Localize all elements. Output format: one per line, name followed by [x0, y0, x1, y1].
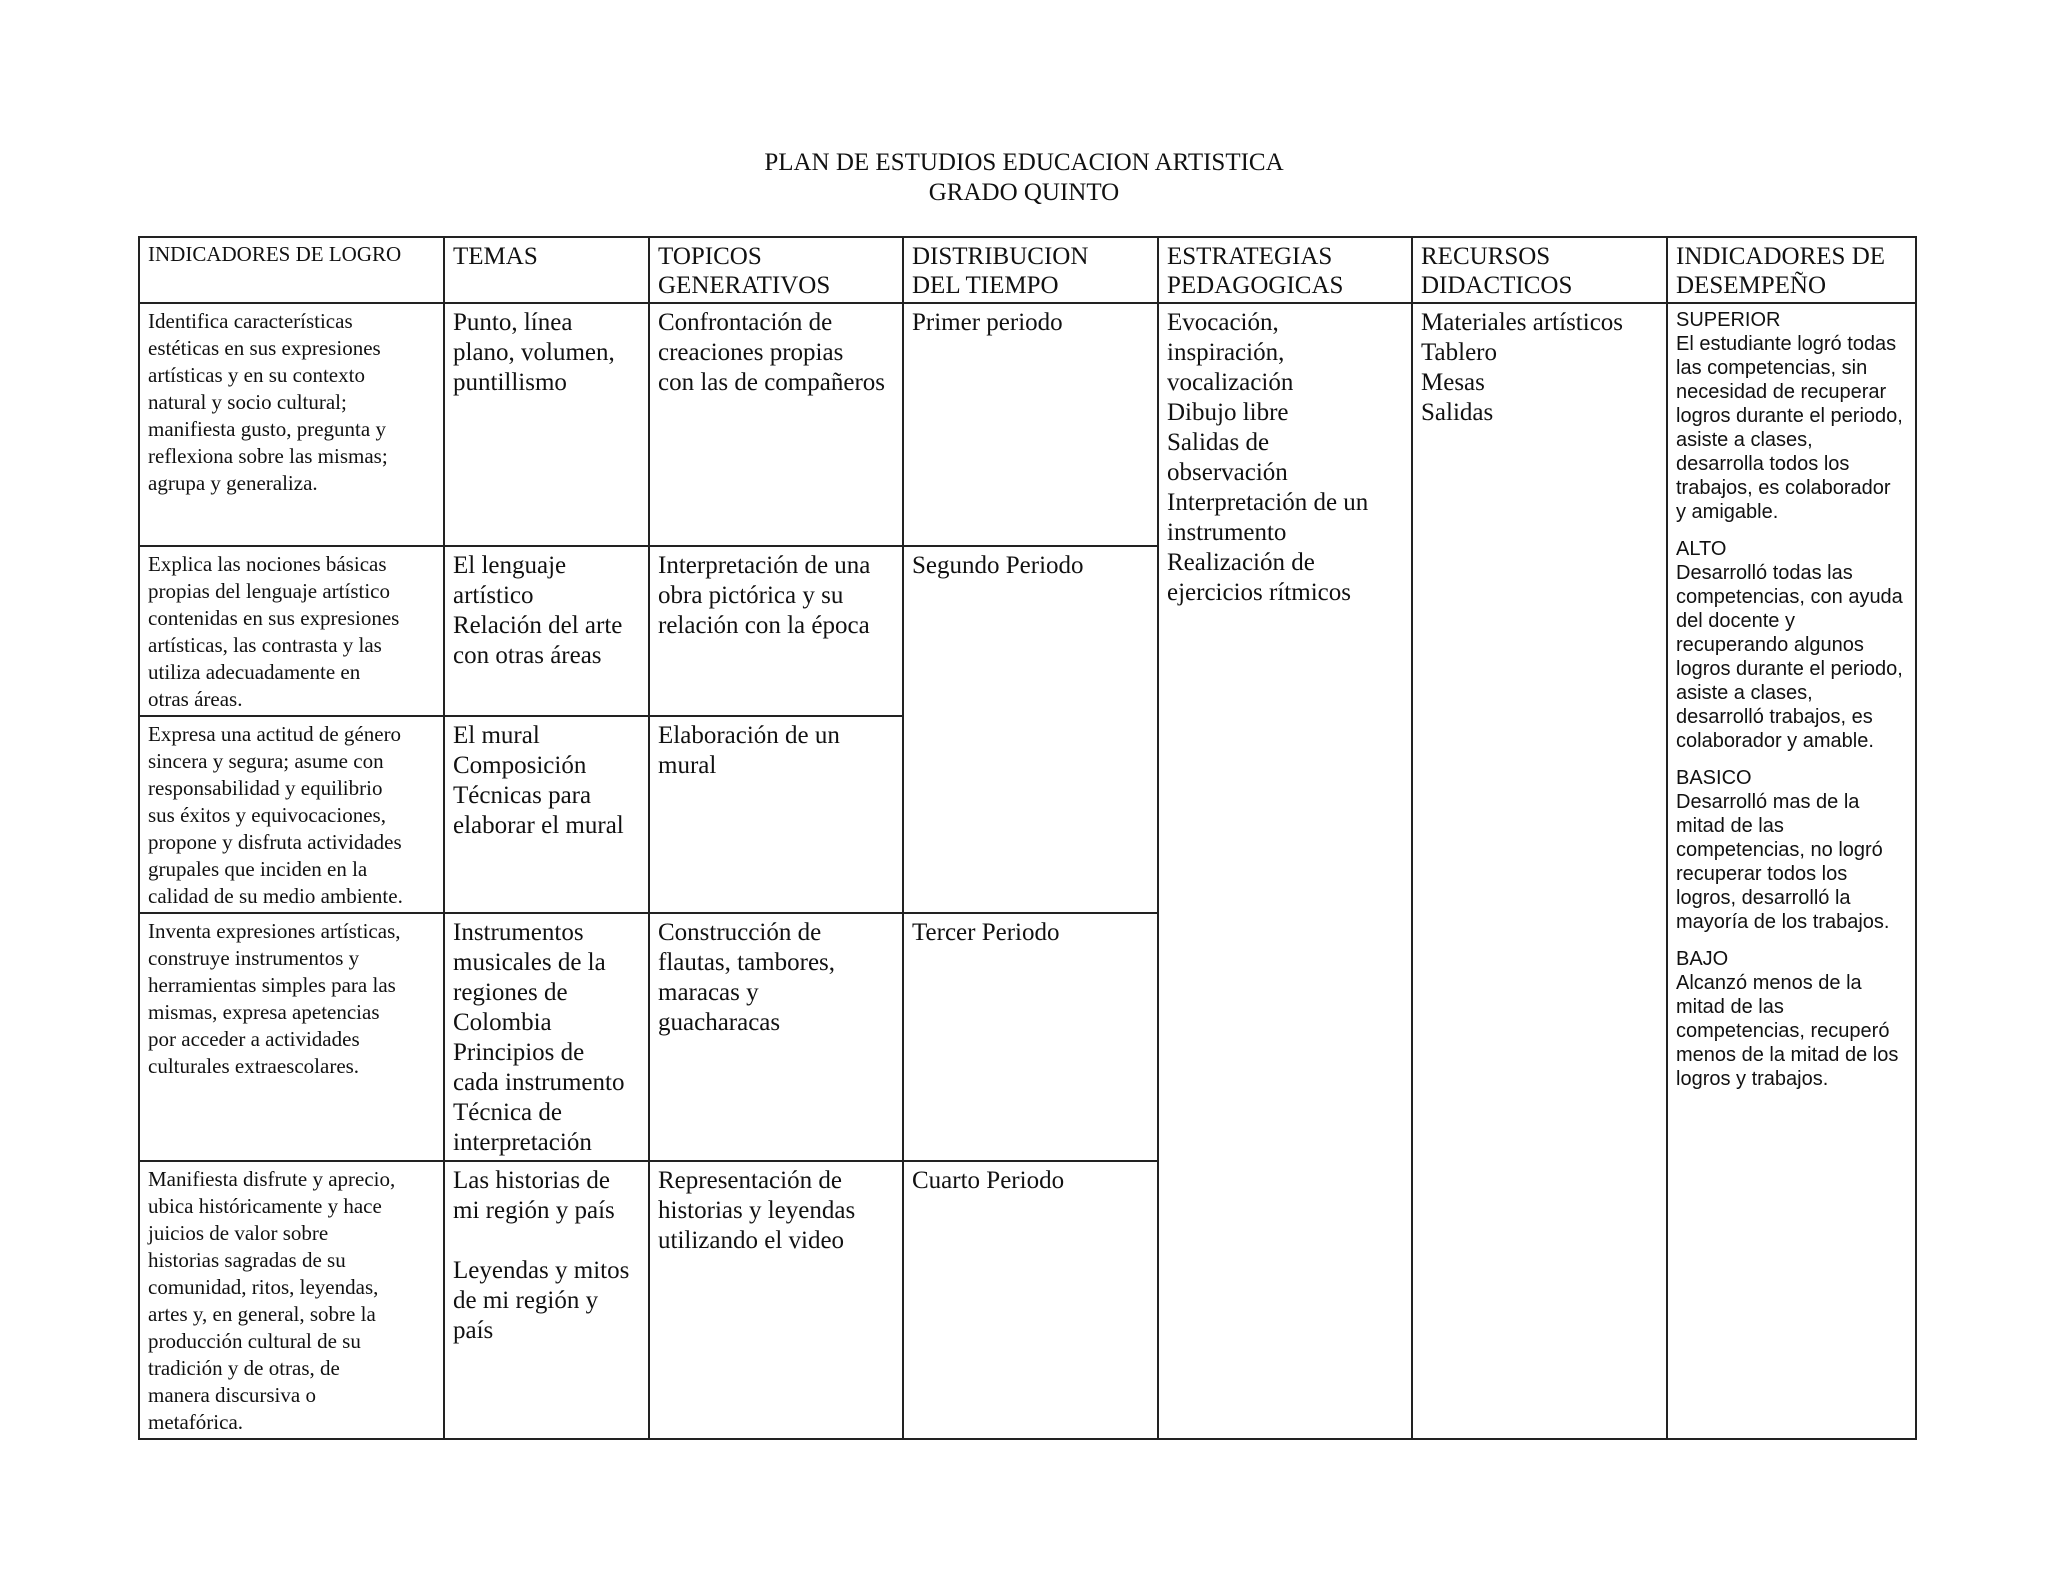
document-subtitle: GRADO QUINTO — [928, 179, 1120, 206]
document-title: PLAN DE ESTUDIOS EDUCACION ARTISTICA — [764, 149, 1284, 176]
topicos-cell: Interpretación de una obra pictórica y su relación con la época — [649, 546, 903, 716]
nivel-superior: SUPERIOR — [1676, 309, 1781, 331]
temas-cell: Punto, línea plano, volumen, puntillismo — [444, 303, 649, 546]
temas-cell: Las historias de mi región y país Leyendas y mitos de mi región y país — [444, 1161, 649, 1439]
periodo-cell: Segundo Periodo — [903, 546, 1158, 913]
topicos-cell: Representación de historias y leyendas utilizando el video — [649, 1161, 903, 1439]
temas-cell: Instrumentos musicales de la regiones de Colombia Principios de cada instrumento Técnica de interpretación — [444, 913, 649, 1161]
logro-cell: Manifiesta disfrute y aprecio, ubica históricamente y hace juicios de valor sobre historias sagradas de su comunidad, ritos, leyendas, artes y, en general, sobre la producción cultural de su tradición y de otras, de manera discursiva o metafórica. — [139, 1161, 444, 1439]
desempeno-cell: SUPERIOR El estudiante logró todas las competencias, sin necesidad de recuperar logros durante el periodo, asiste a clases, desarrolla todos los trabajos, es colaborador y amigable. ALTO Desarrolló todas las competencias, con ayuda del docente y recuperando algunos logros durante el periodo, asiste a clases, desarrolló trabajos, es colaborador y amable. BASICO Desarrolló mas de la mitad de las competencias, no logró recuperar todos los logros, desarrolló la mayoría de los trabajos. BAJO Alcanzó menos de la mitad de las competencias, recuperó menos de la mitad de los logros y trabajos. — [1667, 303, 1916, 1439]
logro-cell: Expresa una actitud de género sincera y segura; asume con responsabilidad y equilibrio sus éxitos y equivocaciones, propone y disfruta actividades grupales que inciden en la calidad de su medio ambiente. — [139, 716, 444, 913]
logro-cell: Explica las nociones básicas propias del lenguaje artístico contenidas en sus expresiones artísticas, las contrasta y las utiliza adecuadamente en otras áreas. — [139, 546, 444, 716]
recursos-cell: Materiales artísticos Tablero Mesas Salidas — [1412, 303, 1667, 1439]
temas-cell: El lenguaje artístico Relación del arte con otras áreas — [444, 546, 649, 716]
header-estrategias: ESTRATEGIAS PEDAGOGICAS — [1158, 237, 1412, 303]
table-row — [139, 303, 1916, 546]
nivel-basico: BASICO — [1676, 767, 1752, 789]
periodo-cell: Tercer Periodo — [903, 913, 1158, 1161]
periodo-cell: Cuarto Periodo — [903, 1161, 1158, 1439]
header-recursos: RECURSOS DIDACTICOS — [1412, 237, 1667, 303]
temas-cell: El mural Composición Técnicas para elaborar el mural — [444, 716, 649, 913]
topicos-cell: Elaboración de un mural — [649, 716, 903, 913]
topicos-cell: Confrontación de creaciones propias con las de compañeros — [649, 303, 903, 546]
header-indicadores-logro: INDICADORES DE LOGRO — [139, 237, 444, 303]
header-desempeno: INDICADORES DE DESEMPEÑO — [1667, 237, 1916, 303]
nivel-alto: ALTO — [1676, 538, 1727, 560]
logro-cell: Inventa expresiones artísticas, construye instrumentos y herramientas simples para las mismas, expresa apetencias por acceder a actividades culturales extraescolares. — [139, 913, 444, 1161]
header-topicos: TOPICOS GENERATIVOS — [649, 237, 903, 303]
header-row — [139, 237, 1916, 303]
nivel-bajo: BAJO — [1676, 948, 1729, 970]
study-plan-table — [138, 236, 1917, 1440]
header-temas: TEMAS — [444, 237, 649, 303]
header-distribucion: DISTRIBUCION DEL TIEMPO — [903, 237, 1158, 303]
periodo-cell: Primer periodo — [903, 303, 1158, 546]
topicos-cell: Construcción de flautas, tambores, maracas y guacharacas — [649, 913, 903, 1161]
estrategias-cell: Evocación, inspiración, vocalización Dibujo libre Salidas de observación Interpretación de un instrumento Realización de ejercicios rítmicos — [1158, 303, 1412, 1439]
logro-cell: Identifica características estéticas en sus expresiones artísticas y en su contexto natural y socio cultural; manifiesta gusto, pregunta y reflexiona sobre las mismas; agrupa y generaliza. — [139, 303, 444, 546]
